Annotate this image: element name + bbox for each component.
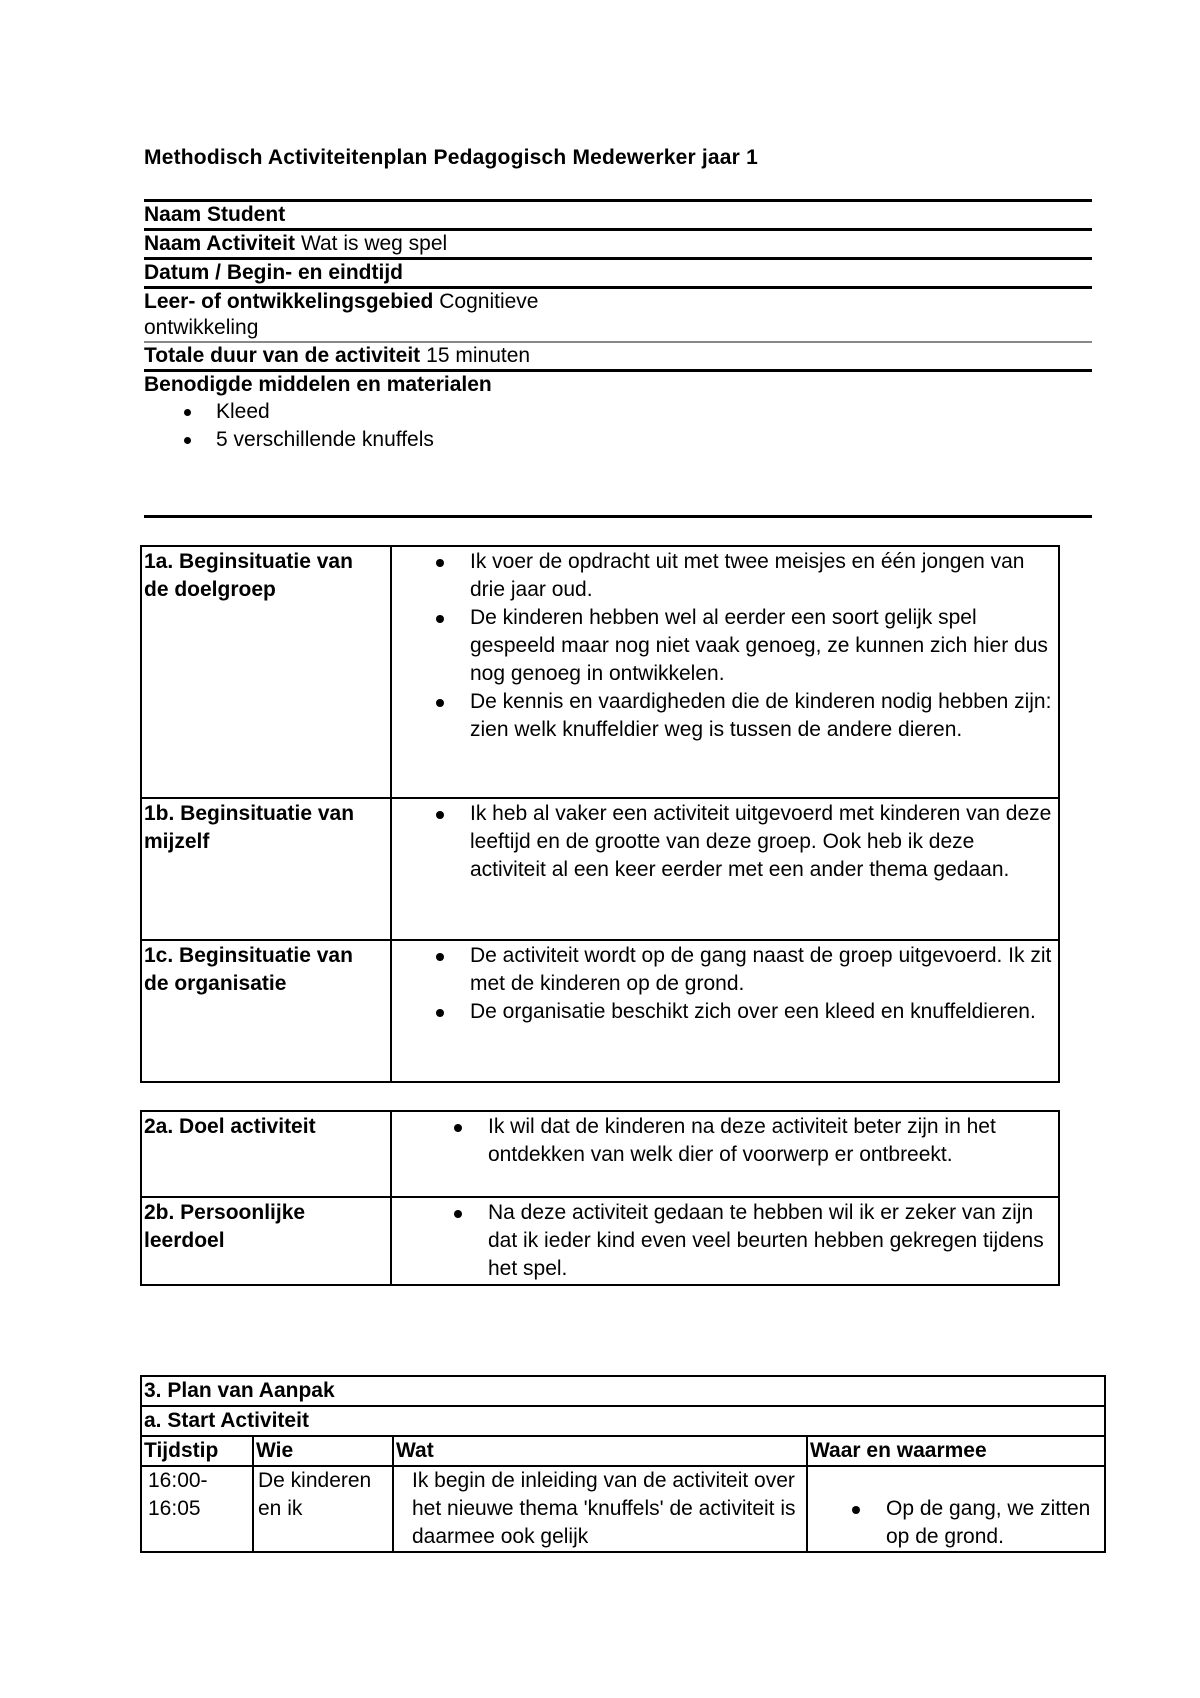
row-label: 1c. Beginsituatie van de organisatie — [141, 940, 391, 1082]
plan-title: 3. Plan van Aanpak — [141, 1376, 1105, 1406]
cell-who: De kinderen en ik — [253, 1466, 393, 1552]
list-item: Ik wil dat de kinderen na deze activiteit beter zijn in het ontdekken van welk dier of voorwerp er ontbreekt. — [394, 1113, 1056, 1169]
materials-label: Benodigde middelen en materialen — [144, 373, 492, 396]
form-row-duration — [144, 341, 1092, 369]
cell-what: Ik begin de inleiding van de activiteit over het nieuwe thema 'knuffels' de activiteit is daarmee ook gelijk — [393, 1466, 807, 1552]
list-item: Na deze activiteit gedaan te hebben wil ik er zeker van zijn dat ik ieder kind even veel beurten hebben gekregen tijdens het spel. — [394, 1199, 1056, 1283]
table-row — [141, 546, 1059, 798]
form-row-student — [144, 199, 1092, 228]
form-row-area — [144, 286, 1092, 341]
area-value-2: ontwikkeling — [144, 316, 259, 339]
list-item: De organisatie beschikt zich over een kleed en knuffeldieren. — [394, 998, 1056, 1026]
form-row-activity — [144, 228, 1092, 257]
cell-time: 16:00- 16:05 — [141, 1466, 253, 1552]
form-row-date — [144, 257, 1092, 286]
document-title: Methodisch Activiteitenplan Pedagogisch Medewerker jaar 1 — [144, 146, 758, 169]
row-content — [391, 940, 1059, 1082]
duration-value: 15 minuten — [426, 344, 531, 367]
materials-list — [144, 398, 1092, 454]
form-row-materials — [144, 369, 1092, 454]
list-item: Op de gang, we zitten op de grond. — [810, 1495, 1102, 1551]
activity-value: Wat is weg spel — [300, 232, 448, 255]
list-item: De kennis en vaardigheden die de kinderen nodig hebben zijn: zien welk knuffeldier weg is tussen de andere dieren. — [394, 688, 1056, 744]
activity-form — [144, 199, 1092, 454]
row-content — [391, 546, 1059, 798]
table-row — [141, 798, 1059, 940]
row-label: 2a. Doel activiteit — [141, 1111, 391, 1197]
doel-table — [140, 1110, 1060, 1286]
table-row — [141, 940, 1059, 1082]
cell-where — [807, 1466, 1105, 1552]
row-label: 1b. Beginsituatie van mijzelf — [141, 798, 391, 940]
duration-label: Totale duur van de activiteit — [144, 344, 421, 367]
list-item: Ik heb al vaker een activiteit uitgevoerd met kinderen van deze leeftijd en de grootte van deze groep. Ook heb ik deze activiteit al een keer eerder met een ander thema gedaan. — [394, 800, 1056, 884]
activity-label: Naam Activiteit — [144, 232, 295, 255]
date-label: Datum / Begin- en eindtijd — [144, 261, 404, 284]
area-label: Leer- of ontwikkelingsgebied — [144, 290, 434, 313]
table-row — [141, 1111, 1059, 1197]
header-wie: Wie — [253, 1436, 393, 1466]
list-item: Ik voer de opdracht uit met twee meisjes en één jongen van drie jaar oud. — [394, 548, 1056, 604]
header-wat: Wat — [393, 1436, 807, 1466]
student-label: Naam Student — [144, 203, 286, 226]
form-bottom-rule — [144, 515, 1092, 518]
row-label: 1a. Beginsituatie van de doelgroep — [141, 546, 391, 798]
table-row — [141, 1466, 1105, 1552]
table-row — [141, 1376, 1105, 1406]
table-row — [141, 1406, 1105, 1436]
row-content — [391, 798, 1059, 940]
area-value-1: Cognitieve — [439, 290, 539, 313]
list-item: De kinderen hebben wel al eerder een soort gelijk spel gespeeld maar nog niet vaak genoeg, ze kunnen zich hier dus nog genoeg in ontwikkelen. — [394, 604, 1056, 688]
list-item: De activiteit wordt op de gang naast de groep uitgevoerd. Ik zit met de kinderen op de grond. — [394, 942, 1056, 998]
materials-item: 5 verschillende knuffels — [144, 426, 1092, 454]
row-content — [391, 1197, 1059, 1285]
header-tijdstip: Tijdstip — [141, 1436, 253, 1466]
row-content — [391, 1111, 1059, 1197]
plan-table — [140, 1375, 1106, 1553]
row-label: 2b. Persoonlijke leerdoel — [141, 1197, 391, 1285]
plan-subtitle: a. Start Activiteit — [141, 1406, 1105, 1436]
header-waar: Waar en waarmee — [807, 1436, 1105, 1466]
materials-item: Kleed — [144, 398, 1092, 426]
table-row — [141, 1197, 1059, 1285]
table-header-row — [141, 1436, 1105, 1466]
beginsituatie-table — [140, 545, 1060, 1083]
